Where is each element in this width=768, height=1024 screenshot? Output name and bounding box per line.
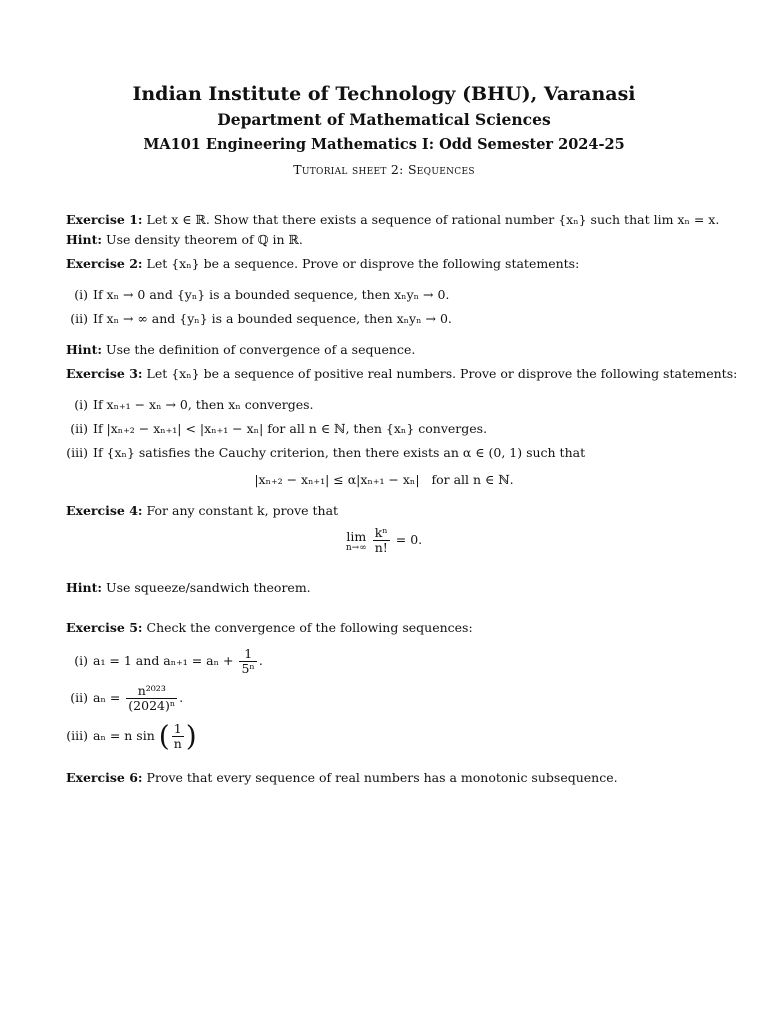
item-text: If xₙ → 0 and {yₙ} is a bounded sequence, then xₙyₙ → 0. bbox=[93, 287, 450, 302]
fraction-denominator: n bbox=[173, 735, 182, 751]
item-number: (i) bbox=[74, 653, 88, 669]
institute-title: Indian Institute of Technology (BHU), Varanasi bbox=[132, 83, 636, 105]
exercise-1-hint bbox=[66, 232, 303, 247]
exercise-3-item bbox=[56, 421, 487, 436]
item-number: (iii) bbox=[66, 445, 88, 460]
sheet-title: Tutorial sheet 2: Sequences bbox=[293, 162, 475, 177]
item-text: If |xₙ₊₂ − xₙ₊₁| < |xₙ₊₁ − xₙ| for all n ∈ ℕ, then {xₙ} converges. bbox=[93, 421, 488, 436]
exercise-5-text: Check the convergence of the following sequences: bbox=[146, 620, 473, 635]
item-text: aₙ = n sin bbox=[93, 728, 155, 744]
item-number: (ii) bbox=[70, 421, 88, 436]
exercise-4-text: For any constant k, prove that bbox=[146, 503, 339, 518]
hint-label: Hint: bbox=[66, 342, 103, 357]
exercise-3-display-equation: |xₙ₊₂ − xₙ₊₁| ≤ α|xₙ₊₁ − xₙ| for all n ∈ ℕ. bbox=[254, 472, 514, 487]
exercise-1-title: Exercise 1: bbox=[66, 212, 143, 227]
item-end: . bbox=[258, 653, 263, 669]
exercise-1-hint-text: Use density theorem of ℚ in ℝ. bbox=[106, 232, 303, 247]
exercise-3-title: Exercise 3: bbox=[66, 366, 143, 381]
exercise-5-item-i bbox=[56, 647, 263, 676]
fraction bbox=[239, 647, 256, 676]
exercise-2-hint bbox=[66, 342, 415, 357]
equation-rhs: = 0. bbox=[395, 532, 423, 548]
item-text: If {xₙ} satisfies the Cauchy criterion, then there exists an α ∈ (0, 1) such that bbox=[93, 445, 586, 460]
limit-operator bbox=[346, 529, 367, 553]
fraction-numerator: kⁿ bbox=[373, 526, 390, 541]
item-text: If xₙ → ∞ and {yₙ} is a bounded sequence, then xₙyₙ → 0. bbox=[93, 311, 452, 326]
fraction-denominator: (2024)ⁿ bbox=[128, 697, 176, 713]
exercise-2-title: Exercise 2: bbox=[66, 256, 143, 271]
exercise-3-item bbox=[56, 445, 585, 460]
fraction-numerator: 1 bbox=[172, 722, 184, 737]
exercise-2 bbox=[66, 256, 579, 271]
right-paren: ) bbox=[185, 719, 197, 753]
fraction-denominator: n! bbox=[374, 539, 388, 555]
limit-label: lim bbox=[346, 528, 367, 544]
exercise-1-text: Let x ∈ ℝ. Show that there exists a sequence of rational number {xₙ} such that lim xₙ = x. bbox=[146, 212, 720, 227]
exercise-4-title: Exercise 4: bbox=[66, 503, 143, 518]
item-number: (ii) bbox=[70, 311, 88, 326]
hint-label: Hint: bbox=[66, 232, 103, 247]
exercise-5 bbox=[66, 620, 473, 635]
exercise-6-text: Prove that every sequence of real numbers has a monotonic subsequence. bbox=[146, 770, 618, 785]
fraction-denominator: 5ⁿ bbox=[241, 660, 255, 676]
item-number: (iii) bbox=[66, 728, 88, 744]
left-paren: ( bbox=[158, 719, 170, 753]
exercise-2-item bbox=[56, 311, 452, 326]
item-text: If xₙ₊₁ − xₙ → 0, then xₙ converges. bbox=[93, 397, 314, 412]
item-text: aₙ = bbox=[93, 690, 121, 706]
fraction bbox=[172, 722, 184, 751]
exercise-5-item-ii bbox=[56, 684, 183, 713]
exercise-3-item bbox=[56, 397, 314, 412]
item-end: . bbox=[179, 690, 184, 706]
item-number: (ii) bbox=[70, 690, 88, 706]
fraction-numerator: 1 bbox=[239, 647, 256, 662]
department-title: Department of Mathematical Sciences bbox=[217, 110, 551, 129]
item-number: (i) bbox=[74, 287, 88, 302]
item-number: (i) bbox=[74, 397, 88, 412]
exercise-6 bbox=[66, 770, 618, 785]
fraction bbox=[126, 684, 177, 713]
fraction-numerator: n²⁰²³ bbox=[126, 684, 177, 699]
fraction bbox=[373, 526, 390, 555]
exercise-2-text: Let {xₙ} be a sequence. Prove or disprove the following statements: bbox=[146, 256, 580, 271]
course-title: MA101 Engineering Mathematics I: Odd Semester 2024-25 bbox=[143, 136, 625, 153]
exercise-1 bbox=[66, 212, 719, 227]
item-text: a₁ = 1 and aₙ₊₁ = aₙ + bbox=[93, 653, 234, 669]
exercise-4 bbox=[66, 503, 338, 518]
exercise-4-display-equation bbox=[0, 526, 768, 555]
exercise-3-text: Let {xₙ} be a sequence of positive real numbers. Prove or disprove the following statements: bbox=[146, 366, 738, 381]
exercise-5-item-iii bbox=[56, 719, 197, 753]
limit-subscript: n→∞ bbox=[345, 542, 367, 553]
hint-label: Hint: bbox=[66, 580, 103, 595]
exercise-2-hint-text: Use the definition of convergence of a sequence. bbox=[106, 342, 416, 357]
exercise-4-hint bbox=[66, 580, 311, 595]
exercise-5-title: Exercise 5: bbox=[66, 620, 143, 635]
exercise-2-item bbox=[56, 287, 449, 302]
exercise-3 bbox=[66, 366, 737, 381]
exercise-4-hint-text: Use squeeze/sandwich theorem. bbox=[106, 580, 311, 595]
exercise-6-title: Exercise 6: bbox=[66, 770, 143, 785]
